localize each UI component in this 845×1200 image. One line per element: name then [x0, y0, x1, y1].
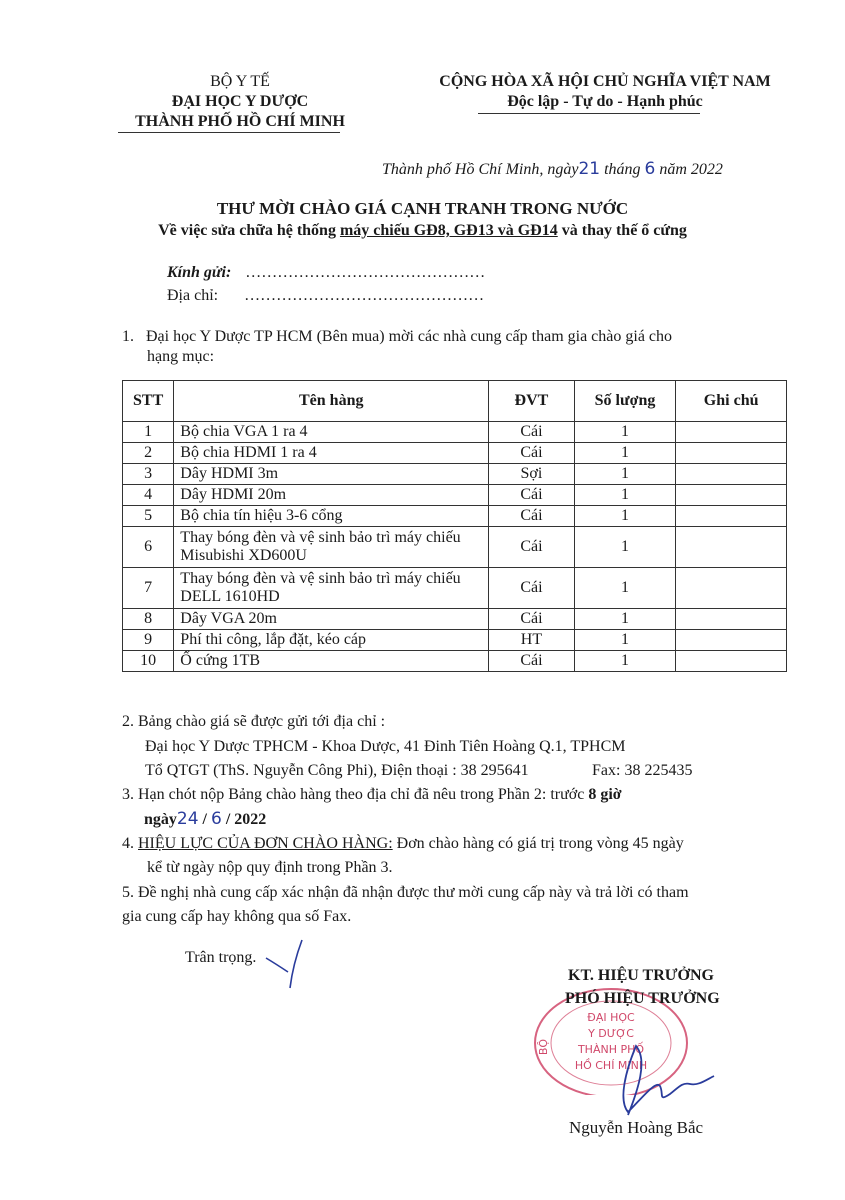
row-item-name: Dây HDMI 3m [174, 464, 489, 485]
table-row [123, 630, 787, 651]
row-note [676, 651, 787, 672]
row-quantity: 1 [574, 568, 676, 609]
date-prefix: Thành phố Hồ Chí Minh, ngày [382, 161, 579, 178]
to-value: ……………………………………… [245, 264, 486, 281]
section-4-line-1 [122, 833, 684, 855]
deadline-month-handwritten: 6 [211, 809, 222, 829]
row-quantity: 1 [574, 464, 676, 485]
issuer-underline [118, 132, 340, 133]
row-unit: Cái [489, 527, 575, 568]
header-name: Tên hàng [174, 381, 489, 422]
row-note [676, 506, 787, 527]
address-label: Địa chỉ: [167, 287, 219, 304]
row-unit: HT [489, 630, 575, 651]
date-day-handwritten: 21 [578, 159, 601, 179]
row-item-name: Bộ chia HDMI 1 ra 4 [174, 443, 489, 464]
row-unit: Cái [489, 443, 575, 464]
section-4-text: Đơn chào hàng có giá trị trong vòng 45 ngày [392, 835, 684, 852]
row-unit: Cái [489, 422, 575, 443]
section-4-label: HIỆU LỰC CỦA ĐƠN CHÀO HÀNG: [138, 835, 393, 852]
handwritten-signature-icon [598, 1040, 718, 1120]
row-stt: 4 [123, 485, 174, 506]
row-item-name: Dây VGA 20m [174, 609, 489, 630]
section-3-time: 8 giờ [588, 786, 622, 803]
table-row [123, 527, 787, 568]
row-stt: 9 [123, 630, 174, 651]
document-title: THƯ MỜI CHÀO GIÁ CẠNH TRANH TRONG NƯỚC [216, 199, 629, 218]
national-header [415, 72, 795, 112]
deadline-separator: / [198, 811, 211, 828]
table-row [123, 651, 787, 672]
issuer-header [95, 72, 385, 132]
section-5-line-2: gia cung cấp hay không qua số Fax. [122, 908, 352, 925]
section-2-line-2: Đại học Y Dược TPHCM - Khoa Dược, 41 Đinh Tiên Hoàng Q.1, TPHCM [145, 738, 626, 755]
subtitle-suffix: và thay thế ổ cứng [557, 222, 687, 239]
table-row [123, 568, 787, 609]
row-quantity: 1 [574, 527, 676, 568]
date-month-handwritten: 6 [644, 159, 656, 179]
table-row [123, 464, 787, 485]
row-note [676, 485, 787, 506]
seal-side: BỘ [537, 1038, 550, 1056]
section-2-line-3: Tổ QTGT (ThS. Nguyễn Công Phi), Điện thoại : 38 295641 [145, 762, 529, 779]
table-row [123, 506, 787, 527]
table-row [123, 443, 787, 464]
row-unit: Cái [489, 485, 575, 506]
row-unit: Cái [489, 568, 575, 609]
seal-line-2: Y DƯỢC [588, 1027, 634, 1040]
row-stt: 6 [123, 527, 174, 568]
recipient-address [167, 287, 484, 305]
section-1-line-1 [122, 326, 672, 348]
signatory-title-1: KT. HIỆU TRƯỞNG [568, 967, 714, 984]
section-2-fax: Fax: 38 225435 [592, 762, 693, 779]
row-unit: Sợi [489, 464, 575, 485]
table-row [123, 422, 787, 443]
table-row [123, 609, 787, 630]
seal-line-4: HỒ CHÍ MINH [574, 1059, 648, 1072]
row-quantity: 1 [574, 609, 676, 630]
row-item-name: Phí thi công, lắp đặt, kéo cáp [174, 630, 489, 651]
row-stt: 2 [123, 443, 174, 464]
row-quantity: 1 [574, 485, 676, 506]
section-3-day-label: ngày [144, 811, 177, 828]
section-1-number: 1. [122, 328, 134, 345]
recipient-to [167, 264, 485, 282]
table-header-row [123, 381, 787, 422]
row-item-name: Thay bóng đèn và vệ sinh bảo trì máy chiếu DELL 1610HD [174, 568, 489, 609]
header-quantity: Số lượng [574, 381, 676, 422]
row-quantity: 1 [574, 651, 676, 672]
row-note [676, 464, 787, 485]
document-subtitle [0, 222, 845, 240]
row-note [676, 630, 787, 651]
subtitle-prefix: Về việc sửa chữa hệ thống [158, 222, 340, 239]
row-note [676, 443, 787, 464]
row-note [676, 527, 787, 568]
row-note [676, 609, 787, 630]
closing-text: Trân trọng. [185, 949, 257, 966]
header-stt: STT [123, 381, 174, 422]
row-stt: 8 [123, 609, 174, 630]
address-value: ……………………………………… [244, 287, 485, 304]
section-3-line-2 [144, 808, 266, 831]
motto-underline [478, 113, 700, 114]
row-stt: 3 [123, 464, 174, 485]
deadline-year: / 2022 [221, 811, 267, 828]
row-item-name: Bộ chia VGA 1 ra 4 [174, 422, 489, 443]
seal-line-1: ĐẠI HỌC [587, 1011, 635, 1024]
date-line [382, 159, 723, 179]
initial-mark-icon [262, 938, 312, 990]
items-table [122, 380, 787, 672]
national-motto: Độc lập - Tự do - Hạnh phúc [507, 93, 703, 110]
row-stt: 5 [123, 506, 174, 527]
country-name: CỘNG HÒA XÃ HỘI CHỦ NGHĨA VIỆT NAM [439, 73, 771, 90]
row-unit: Cái [489, 506, 575, 527]
to-label: Kính gửi: [167, 264, 232, 281]
header-unit: ĐVT [489, 381, 575, 422]
row-note [676, 568, 787, 609]
section-2-line-1: 2. Bảng chào giá sẽ được gửi tới địa chỉ : [122, 713, 386, 730]
row-quantity: 1 [574, 422, 676, 443]
subtitle-underlined: máy chiếu GĐ8, GĐ13 và GĐ14 [339, 222, 558, 239]
section-5-line-1: 5. Đề nghị nhà cung cấp xác nhận đã nhận được thư mời cung cấp này và trả lời có tham [122, 884, 689, 901]
row-quantity: 1 [574, 630, 676, 651]
section-4-line-2: kể từ ngày nộp quy định trong Phần 3. [147, 859, 393, 876]
ministry-name: BỘ Y TẾ [210, 73, 270, 90]
signatory-title-2: PHÓ HIỆU TRƯỞNG [565, 990, 720, 1007]
section-3-text: 3. Hạn chót nộp Bảng chào hàng theo địa chỉ đã nêu trong Phần 2: trước [122, 786, 589, 803]
deadline-day-handwritten: 24 [176, 809, 199, 829]
row-stt: 7 [123, 568, 174, 609]
section-1-text: Đại học Y Dược TP HCM (Bên mua) mời các nhà cung cấp tham gia chào giá cho [146, 328, 673, 345]
row-item-name: Dây HDMI 20m [174, 485, 489, 506]
table-row [123, 485, 787, 506]
row-quantity: 1 [574, 443, 676, 464]
row-unit: Cái [489, 609, 575, 630]
header-note: Ghi chú [676, 381, 787, 422]
signatory-name: Nguyễn Hoàng Bắc [569, 1118, 704, 1137]
seal-line-3: THÀNH PHỐ [577, 1043, 645, 1056]
row-item-name: Bộ chia tín hiệu 3-6 cổng [174, 506, 489, 527]
section-1-line-2: hạng mục: [147, 348, 215, 365]
row-item-name: Thay bóng đèn và vệ sinh bảo trì máy chiếu Misubishi XD600U [174, 527, 489, 568]
row-item-name: Ổ cứng 1TB [174, 651, 489, 672]
date-month-label: tháng [604, 161, 641, 178]
section-4-number: 4. [122, 835, 138, 852]
university-city: THÀNH PHỐ HỒ CHÍ MINH [135, 113, 345, 130]
row-stt: 1 [123, 422, 174, 443]
date-year: năm 2022 [659, 161, 723, 178]
row-note [676, 422, 787, 443]
row-unit: Cái [489, 651, 575, 672]
row-quantity: 1 [574, 506, 676, 527]
university-name: ĐẠI HỌC Y DƯỢC [171, 93, 309, 110]
section-3-line-1 [122, 784, 622, 806]
row-stt: 10 [123, 651, 174, 672]
